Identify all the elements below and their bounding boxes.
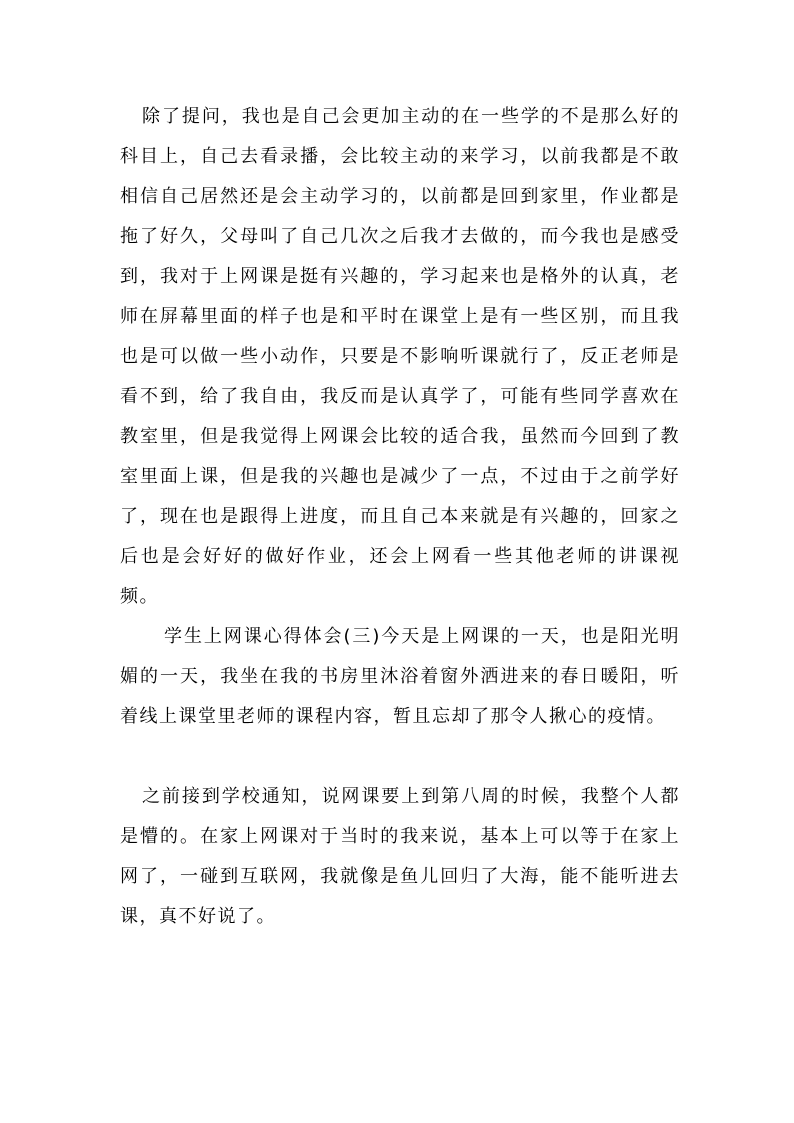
paragraph-online-learning-interest: 除了提问，我也是自己会更加主动的在一些学的不是那么好的科目上，自己去看录播，会比较主动的来学习，以前我都是不敢相信自己居然还是会主动学习的，以前都是回到家里，作业都是拖了好久，父母叫了自己几次之后我才去做的，而今我也是感受到，我对于上网课是挺有兴趣的，学习起来也是格外的认真，老师在屏幕里面的样子也是和平时在课堂上是有一些区别，而且我也是可以做一些小动作，只要是不影响听课就行了，反正老师是看不到，给了我自由，我反而是认真学了，可能有些同学喜欢在教室里，但是我觉得上网课会比较的适合我，虽然而今回到了教室里面上课，但是我的兴趣也是减少了一点，不过由于之前学好了，现在也是跟得上进度，而且自己本来就是有兴趣的，回家之后也是会好好的做好作业，还会上网看一些其他老师的讲课视频。: [120, 106, 680, 607]
paragraph-sunny-day-class: 学生上网课心得体会(三)今天是上网课的一天，也是阳光明媚的一天，我坐在我的书房里沐浴着窗外洒进来的春日暖阳，听着线上课堂里老师的课程内容，暂且忘却了那令人揪心的疫情。: [120, 626, 680, 727]
document-page: [120, 97, 680, 937]
paragraph-school-notice: 之前接到学校通知，说网课要上到第八周的时候，我整个人都是懵的。在家上网课对于当时的我来说，基本上可以等于在家上网了，一碰到互联网，我就像是鱼儿回归了大海，能不能听进去课，真不好说了。: [120, 786, 680, 927]
